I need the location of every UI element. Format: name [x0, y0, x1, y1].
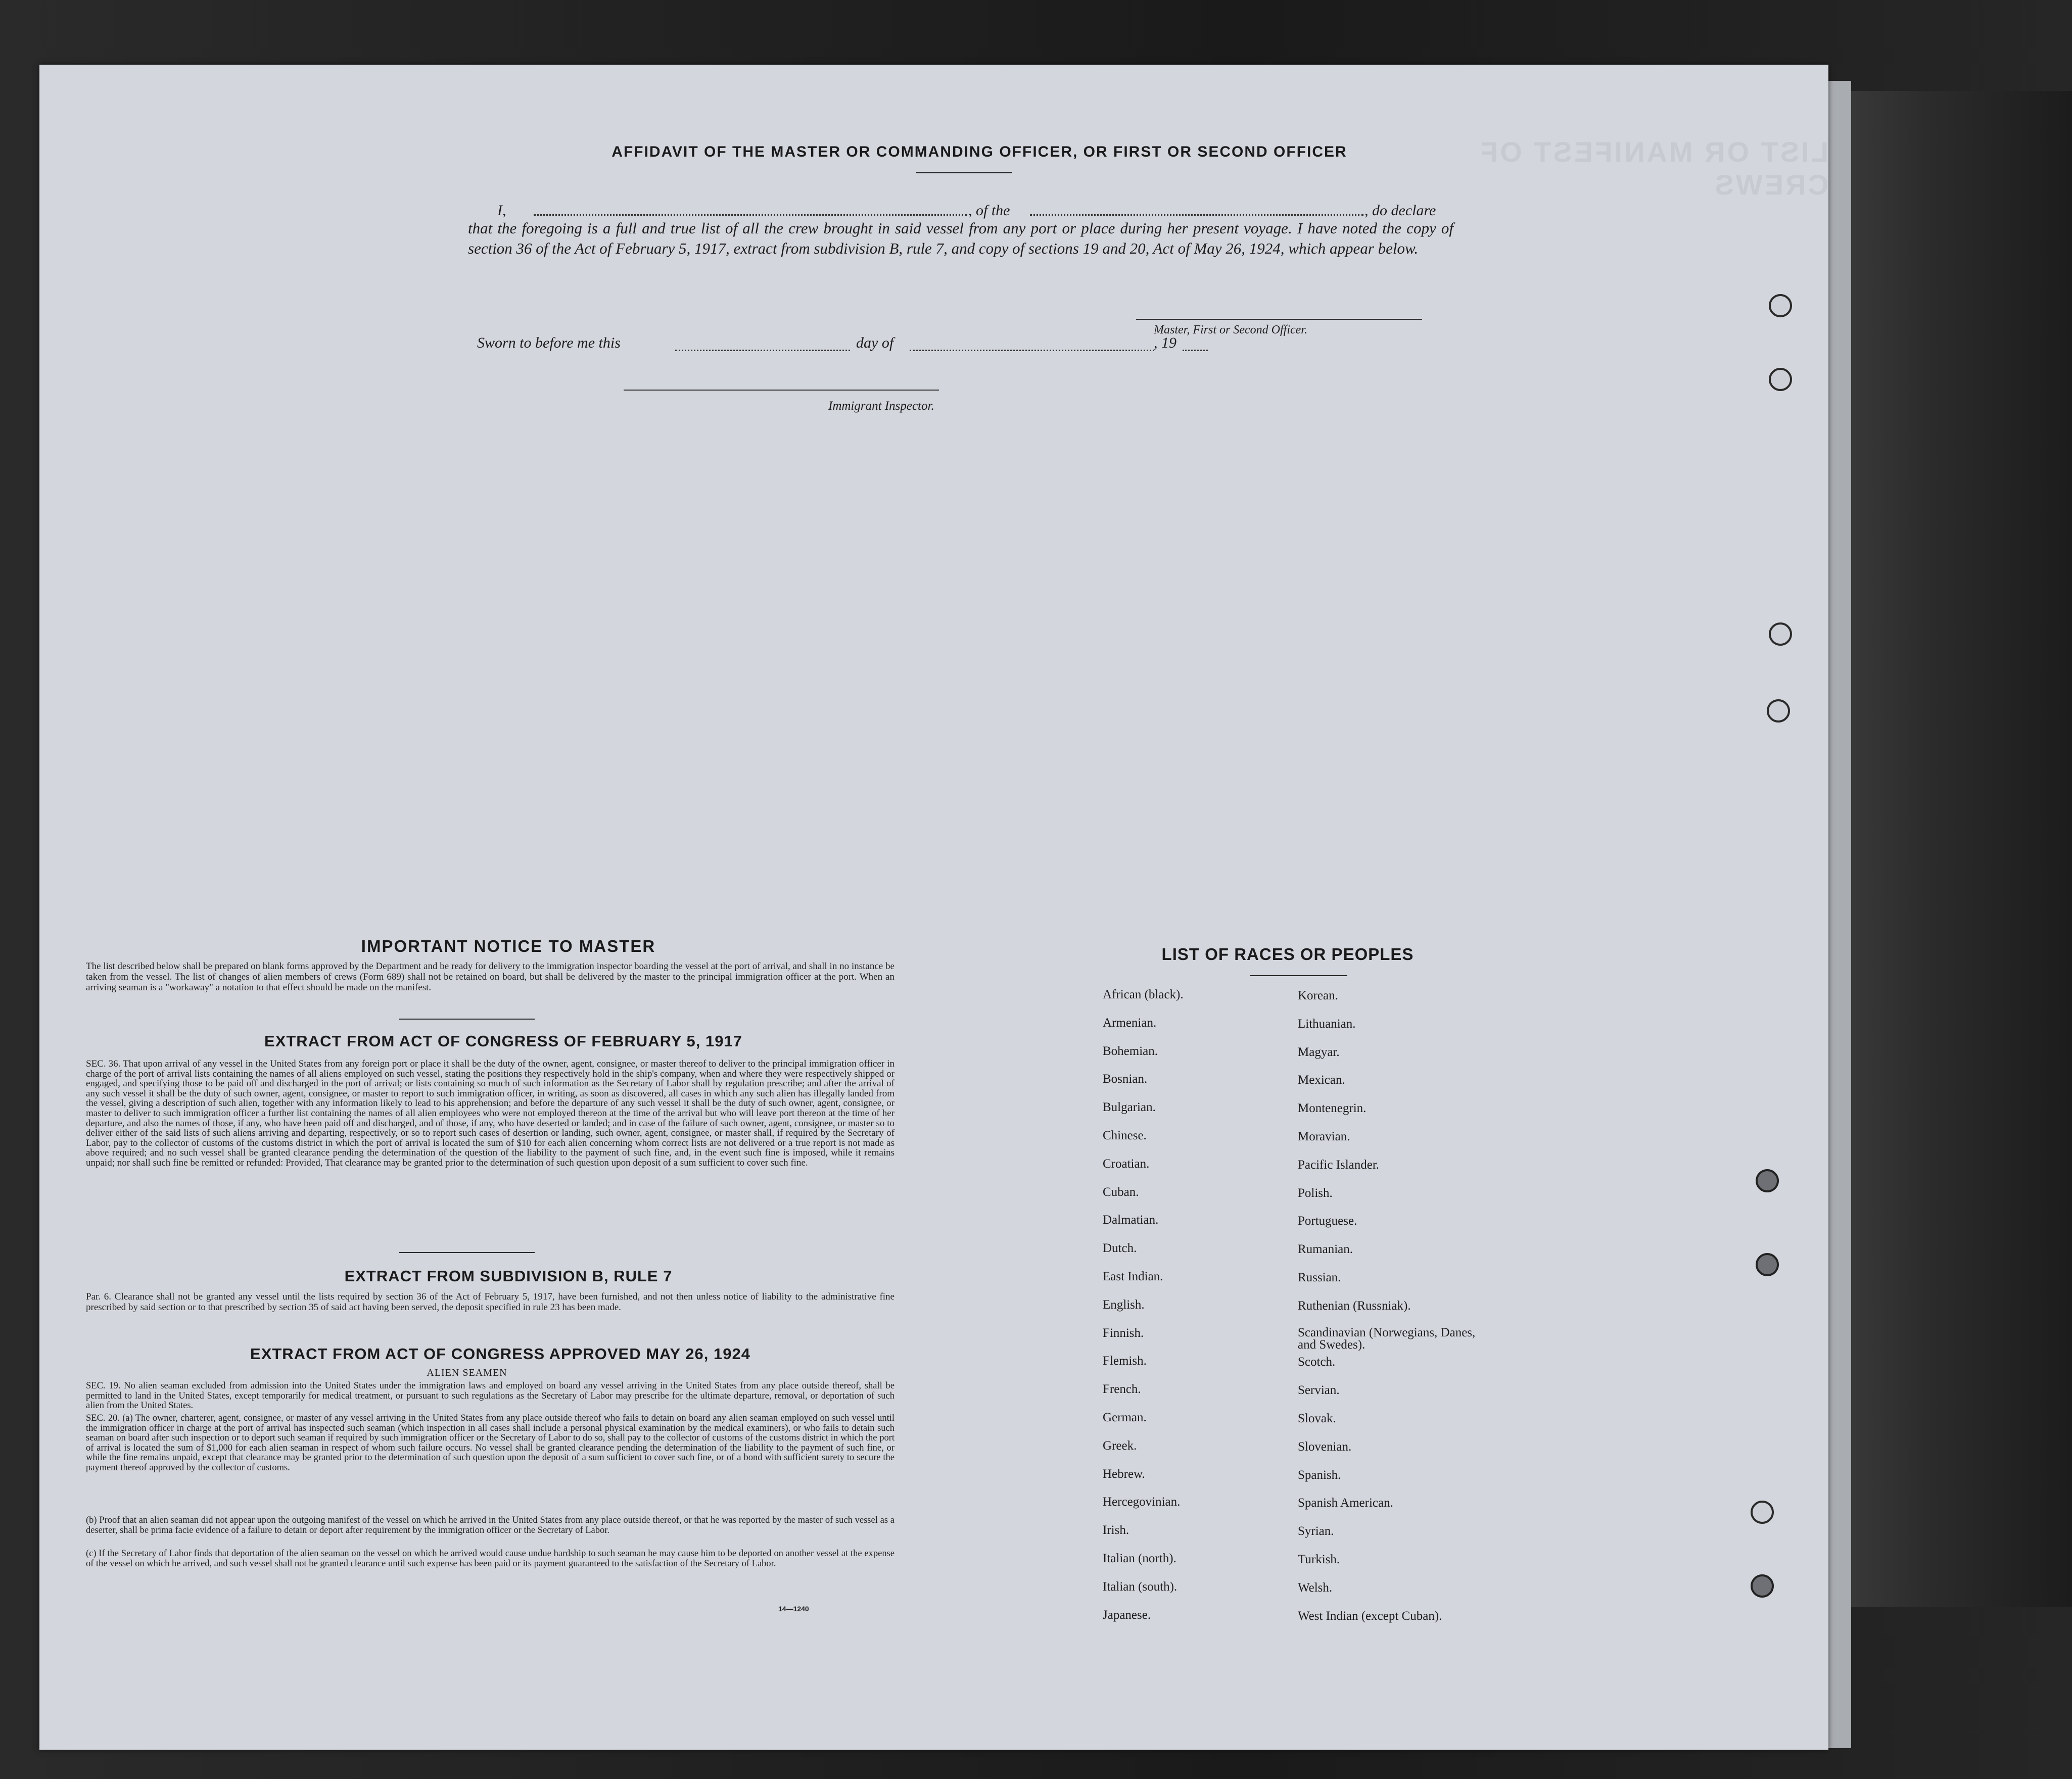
race-item: English. [1103, 1297, 1145, 1312]
race-item: Spanish. [1298, 1468, 1341, 1482]
race-item: Flemish. [1103, 1354, 1147, 1368]
races-title: LIST OF RACES OR PEOPLES [1161, 945, 1414, 964]
declaration-do-declare: , do declare [1364, 202, 1436, 219]
race-item: Bohemian. [1103, 1044, 1158, 1058]
race-item: German. [1103, 1410, 1147, 1424]
race-item: Dalmatian. [1103, 1213, 1159, 1227]
race-item: Cuban. [1103, 1185, 1139, 1199]
races-title-rule [1250, 975, 1347, 976]
extract-1924-sec20a: SEC. 20. (a) The owner, charterer, agent, consignee, or master of any vessel arriving in the United States from any place outside thereof who fails to detain on board any alien seaman employed on such vessel until the immigration officer in charge at the port of arrival has inspected such seaman (which inspection in all cases shall include a personal physical examination by the medical examiners), or who fails to detain such seaman on board after such inspection or to deport such seaman if required by such immigration officer or the Secretary of Labor to do so, shall pay to the collector of customs of the customs district in which the port of arrival is located the sum of $1,000 for each alien seaman in respect of whom such failure occurs. No vessel shall be granted clearance pending the determination of the liability to the payment of such fine, or while the fine remains unpaid, except that clearance may be granted prior to the determination of such question upon the deposit of a sum sufficient to cover such fine, or of a bond with sufficient surety to secure the payment thereof approved by the collector of customs. [86, 1413, 894, 1473]
race-item: Mexican. [1298, 1073, 1345, 1087]
race-item: Bosnian. [1103, 1072, 1148, 1086]
race-item: Bulgarian. [1103, 1100, 1156, 1115]
name-blank-line [534, 214, 967, 216]
extract-rule7-title: EXTRACT FROM SUBDIVISION B, RULE 7 [344, 1267, 673, 1285]
race-item: Servian. [1298, 1383, 1340, 1398]
sworn-day-blank [675, 350, 850, 351]
binder-hole [1769, 368, 1792, 391]
declaration-of-the: , of the [968, 202, 1010, 219]
affidavit-title-rule [916, 172, 1012, 173]
sworn-year-blank [1183, 350, 1208, 351]
race-item: Lithuanian. [1298, 1017, 1356, 1031]
extract-1917-rule [399, 1252, 535, 1253]
race-item: East Indian. [1103, 1269, 1163, 1283]
races-list-left [1103, 987, 1285, 1636]
signature-label: Master, First or Second Officer. [1154, 323, 1307, 336]
vessel-blank-line [1030, 214, 1363, 216]
extract-1924-sec20b: (b) Proof that an alien seaman did not appear upon the outgoing manifest of the vessel on which he arrived in the United States from any place outside thereof, or that he was reported by the master of such vessel as a deserter, shall be prima facie evidence of a failure to detain or deport after requirement by the immigration officer or the Secretary of Labor. [86, 1515, 894, 1535]
inspector-label: Immigrant Inspector. [828, 399, 934, 413]
extract-1924-subtitle: ALIEN SEAMEN [427, 1367, 507, 1378]
race-item: Polish. [1298, 1186, 1333, 1200]
extract-1917-body: SEC. 36. That upon arrival of any vessel in the United States from any foreign port or place it shall be the duty of the owner, agent, consignee, or master thereof to deliver to the principal immigration officer in charge of the port of arrival lists containing the names of all aliens employed on such vessel, stating the positions they respectively hold in the ship's company, when and where they were respectively shipped or engaged, and specifying those to be paid off and discharged in the port of arrival; or lists containing so much of such information as the Secretary of Labor shall by regulation prescribe; and after the arrival of any such vessel it shall be the duty of such owner, agent, consignee, or master to report to such immigration officer, in writing, as soon as discovered, all cases in which any such alien has illegally landed from the vessel, giving a description of such alien, together with any information likely to lead to his apprehension; and before the departure of any such vessel it shall be the duty of such owner, agent, consignee, or master to deliver to such immigration officer a further list containing the names of all alien employees who were not employed thereon at the time of the arrival but who will leave port thereon at the time of her departure, and also the names of those, if any, who have been paid off and discharged, and of those, if any, who have deserted or landed; and in case of the failure of such owner, agent, consignee, or master so to deliver either of the said lists of such aliens arriving and departing, respectively, or so to report such cases of desertion or landing, such owner, agent, consignee, or master shall, if required by the Secretary of Labor, pay to the collector of customs of the customs district in which the port of arrival is located the sum of $10 for each alien concerning whom correct lists are not delivered or a true report is not made as above required; and no such vessel shall be granted clearance pending the determination of the question of the liability to the payment of such fine, and, in the event such fine is imposed, while it remains unpaid; nor shall such fine be remitted or refunded: Provided, That clearance may be granted prior to the determination of such question upon deposit of a sum sufficient to cover such fine. [86, 1059, 894, 1168]
sworn-year: , 19 [1154, 334, 1176, 351]
notice-body: The list described below shall be prepared on blank forms approved by the Department and be ready for delivery to the immigration inspector boarding the vessel at the port of arrival, and shall in no instance be taken from the vessel. The list of changes of alien members of crews (Form 689) shall not be retained on board, but shall be delivered by the master to the principal immigration officer at the port. When an arriving seaman is a "workaway" a notation to that effect should be made on the manifest. [86, 961, 894, 993]
race-item: Croatian. [1103, 1157, 1150, 1171]
race-item: Greek. [1103, 1438, 1137, 1453]
sworn-month-blank [910, 350, 1154, 351]
race-item: Scandinavian (Norwegians, Danes, and Swedes). [1298, 1325, 1476, 1352]
race-item: African (black). [1103, 988, 1184, 1001]
race-item: Moravian. [1298, 1129, 1350, 1143]
adjacent-page-shadow [1840, 91, 2072, 1607]
race-item: Rumanian. [1298, 1242, 1353, 1257]
race-item: Welsh. [1298, 1580, 1333, 1595]
race-item: Italian (south). [1103, 1579, 1178, 1594]
race-item: Hebrew. [1103, 1467, 1145, 1481]
extract-1917-title: EXTRACT FROM ACT OF CONGRESS OF FEBRUARY 5, 1917 [264, 1032, 742, 1050]
sworn-prefix: Sworn to before me this [477, 334, 621, 351]
race-item: Slovenian. [1298, 1439, 1352, 1454]
document-page [39, 65, 1828, 1750]
race-item: Slovak. [1298, 1411, 1336, 1425]
race-item: Korean. [1298, 989, 1338, 1002]
extract-1924-sec20c: (c) If the Secretary of Labor finds that deportation of the alien seaman on the vessel on which he arrived would cause undue hardship to such seaman he may cause him to be deported on another vessel at the expense of the vessel on which he arrived, and such vessel shall not be granted clearance until such expense has been paid or its payment guaranteed to the satisfaction of the Secretary of Labor. [86, 1549, 894, 1569]
race-item: Italian (north). [1103, 1551, 1176, 1565]
race-item: Montenegrin. [1298, 1101, 1367, 1116]
binder-hole [1751, 1574, 1774, 1598]
race-item: Spanish American. [1298, 1496, 1393, 1510]
races-list-right [1298, 988, 1510, 1637]
declaration-i: I, [497, 202, 506, 219]
binder-hole [1756, 1169, 1779, 1192]
notice-rule [399, 1019, 535, 1020]
race-item: Japanese. [1103, 1608, 1151, 1622]
race-item: Portuguese. [1298, 1214, 1357, 1228]
race-item: Turkish. [1298, 1552, 1340, 1566]
sworn-day-of: day of [856, 334, 894, 351]
race-item: Scotch. [1298, 1355, 1336, 1369]
binder-hole [1756, 1253, 1779, 1276]
race-item: Chinese. [1103, 1128, 1147, 1142]
affidavit-title: AFFIDAVIT OF THE MASTER OR COMMANDING OFFICER, OR FIRST OR SECOND OFFICER [611, 143, 1347, 160]
race-item: Syrian. [1298, 1524, 1334, 1538]
race-item: Ruthenian (Russniak). [1298, 1299, 1411, 1313]
race-item: Russian. [1298, 1270, 1341, 1284]
notice-title: IMPORTANT NOTICE TO MASTER [361, 937, 656, 955]
binder-hole [1769, 622, 1792, 646]
race-item: Hercegovinian. [1103, 1495, 1181, 1509]
race-item: West Indian (except Cuban). [1298, 1609, 1442, 1623]
race-item: Irish. [1103, 1523, 1129, 1537]
signature-blank-line [1136, 319, 1422, 320]
binder-hole [1751, 1501, 1774, 1524]
race-item: Dutch. [1103, 1241, 1137, 1256]
extract-rule7-body: Par. 6. Clearance shall not be granted any vessel until the lists required by section 36 of the Act of February 5, 1917, have been furnished, and not then unless notice of liability to the administrative fine prescribed by said section or to that prescribed by section 35 of said act having been served, the deposit specified in rule 23 has been made. [86, 1291, 894, 1313]
extract-1924-title: EXTRACT FROM ACT OF CONGRESS APPROVED MAY 26, 1924 [250, 1345, 750, 1363]
race-item: Finnish. [1103, 1326, 1144, 1340]
form-number: 14—1240 [778, 1605, 809, 1613]
race-item: Pacific Islander. [1298, 1158, 1380, 1172]
affidavit-paragraph: that the foregoing is a full and true list of all the crew brought in said vessel from any port or place during her present voyage. I have noted the copy of section 36 of the Act of February 5, 1917, extract from subdivision B, rule 7, and copy of sections 19 and 20, Act of May 26, 1924, which appear below. [468, 219, 1453, 257]
binder-hole [1767, 699, 1790, 723]
race-item: Armenian. [1103, 1016, 1157, 1030]
inspector-signature-line [624, 390, 939, 391]
race-item: Magyar. [1298, 1045, 1340, 1059]
binder-hole [1769, 294, 1792, 317]
extract-1924-sec19: SEC. 19. No alien seaman excluded from admission into the United States under the immigration laws and employed on board any vessel arriving in the United States from any place outside thereof, shall be permitted to land in the United States, except temporarily for medical treatment, or pursuant to such regulations as the Secretary of Labor may prescribe for the ultimate departure, removal, or deportation of such alien from the United States. [86, 1381, 894, 1411]
race-item: French. [1103, 1382, 1141, 1397]
bleed-through-heading: LIST OR MANIFEST OF CREWS [1479, 136, 1828, 201]
